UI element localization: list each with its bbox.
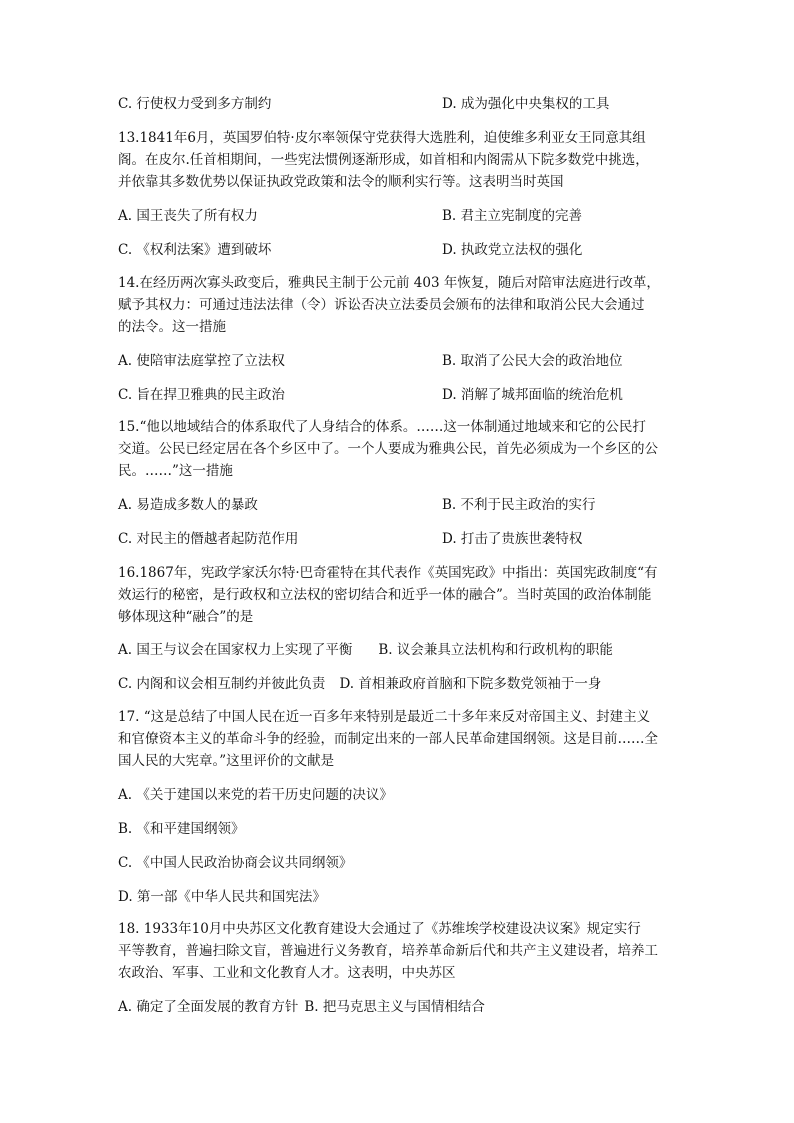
q12-option-d[interactable]: D. 成为强化中央集权的工具 [442, 96, 610, 112]
q16-option-a[interactable]: A. 国王与议会在国家权力上实现了平衡 [118, 642, 353, 658]
q15-option-c[interactable]: C. 对民主的僭越者起防范作用 [118, 531, 299, 547]
q17-option-b[interactable]: B. 《和平建国纲领》 [118, 821, 245, 837]
q13-stem-line: 13.1841年6月，英国罗伯特·皮尔率领保守党获得大选胜利，迫使维多利亚女王同意其组 [118, 130, 646, 146]
q16-options-row-cd [118, 673, 601, 695]
q15-stem-line: 交道。公民已经定居在各个乡区中了。一个人要成为雅典公民，首先必须成为一个乡区的公 [118, 441, 658, 457]
q13-option-d[interactable]: D. 执政党立法权的强化 [442, 242, 583, 258]
q15-options-row-ab [118, 494, 688, 516]
q18-option-a[interactable]: A. 确定了全面发展的教育方针 [118, 999, 299, 1015]
q12-options-row-cd [118, 93, 688, 115]
q17-stem-line: 17. “这是总结了中国人民在近一百多年来特别是最近二十多年来反对帝国主义、封建主义 [118, 709, 651, 725]
q15-option-b[interactable]: B. 不利于民主政治的实行 [442, 497, 596, 513]
q16-stem-line: 够体现这种“融合”的是 [118, 609, 254, 625]
q14-stem-line: 的法令。这一措施 [118, 319, 226, 335]
q16-stem-line: 效运行的秘密，是行政权和立法权的密切结合和近乎一体的融合”。当时英国的政治体制能 [118, 587, 652, 603]
q18-stem [118, 918, 678, 984]
q17-stem [118, 706, 678, 772]
q13-options-row-ab [118, 205, 688, 227]
q13-options-row-cd [118, 239, 688, 261]
q14-option-a[interactable]: A. 使陪审法庭掌控了立法权 [118, 353, 285, 369]
q13-option-b[interactable]: B. 君主立宪制度的完善 [442, 208, 583, 224]
q18-option-b[interactable]: B. 把马克思主义与国情相结合 [304, 999, 485, 1015]
q13-option-c[interactable]: C. 《权利法案》遭到破坏 [118, 242, 272, 258]
q14-option-b[interactable]: B. 取消了公民大会的政治地位 [442, 353, 623, 369]
q15-stem-line: 民。……”这一措施 [118, 463, 233, 479]
q14-options-row-ab [118, 350, 688, 372]
q14-option-d[interactable]: D. 消解了城邦面临的统治危机 [442, 387, 623, 403]
q18-stem-line: 平等教育，普遍扫除文盲，普遍进行义务教育，培养革命新后代和共产主义建设者，培养工 [118, 943, 658, 959]
q12-option-c[interactable]: C. 行使权力受到多方制约 [118, 96, 272, 112]
q16-option-d[interactable]: D. 首相兼政府首脑和下院多数党领袖于一身 [339, 676, 602, 692]
q15-option-d[interactable]: D. 打击了贵族世袭特权 [442, 531, 583, 547]
q17-option-d[interactable]: D. 第一部《中华人民共和国宪法》 [118, 889, 326, 905]
q13-option-a[interactable]: A. 国王丧失了所有权力 [118, 208, 258, 224]
q17-stem-line: 国人民的大宪章。”这里评价的文献是 [118, 753, 335, 769]
q17-stem-line: 和官僚资本主义的革命斗争的经验，而制定出来的一部人民革命建国纲领。这是目前……全 [118, 731, 658, 747]
q18-options-row-ab [118, 996, 485, 1018]
q16-stem [118, 562, 678, 628]
q17-option-c[interactable]: C. 《中国人民政治协商会议共同纲领》 [118, 855, 353, 871]
q14-options-row-cd [118, 384, 688, 406]
q17-option-a[interactable]: A. 《关于建国以来党的若干历史问题的决议》 [118, 787, 393, 803]
q14-stem-line: 14.在经历两次寡头政变后，雅典民主制于公元前 403 年恢复，随后对陪审法庭进行改革， [118, 275, 660, 291]
q16-option-c[interactable]: C. 内阁和议会相互制约并彼此负责 [118, 676, 326, 692]
q16-options-row-ab [118, 639, 613, 661]
q16-stem-line: 16.1867年，宪政学家沃尔特·巴奇霍特在其代表作《英国宪政》中指出：英国宪政制度“有 [118, 565, 658, 581]
q15-stem-line: 15.“他以地域结合的体系取代了人身结合的体系。……这一体制通过地域来和它的公民打 [118, 419, 646, 435]
q15-options-row-cd [118, 528, 688, 550]
q18-stem-line: 18. 1933年10月中央苏区文化教育建设大会通过了《苏维埃学校建设决议案》规定实行 [118, 921, 641, 937]
q14-option-c[interactable]: C. 旨在捍卫雅典的民主政治 [118, 387, 285, 403]
q18-stem-line: 农政治、军事、工业和文化教育人才。这表明，中央苏区 [118, 965, 456, 981]
q13-stem-line: 阁。在皮尔.任首相期间，一些宪法惯例逐渐形成，如首相和内阁需从下院多数党中挑选， [118, 152, 649, 168]
q13-stem [118, 127, 678, 193]
q13-stem-line: 并依靠其多数优势以保证执政党政策和法令的顺利实行等。这表明当时英国 [118, 174, 564, 190]
q14-stem [118, 272, 678, 338]
q16-option-b[interactable]: B. 议会兼具立法机构和行政机构的职能 [378, 642, 613, 658]
q15-stem [118, 416, 678, 482]
q15-option-a[interactable]: A. 易造成多数人的暴政 [118, 497, 258, 513]
q14-stem-line: 赋予其权力：可通过违法法律（令）诉讼否决立法委员会颁布的法律和取消公民大会通过 [118, 297, 645, 313]
